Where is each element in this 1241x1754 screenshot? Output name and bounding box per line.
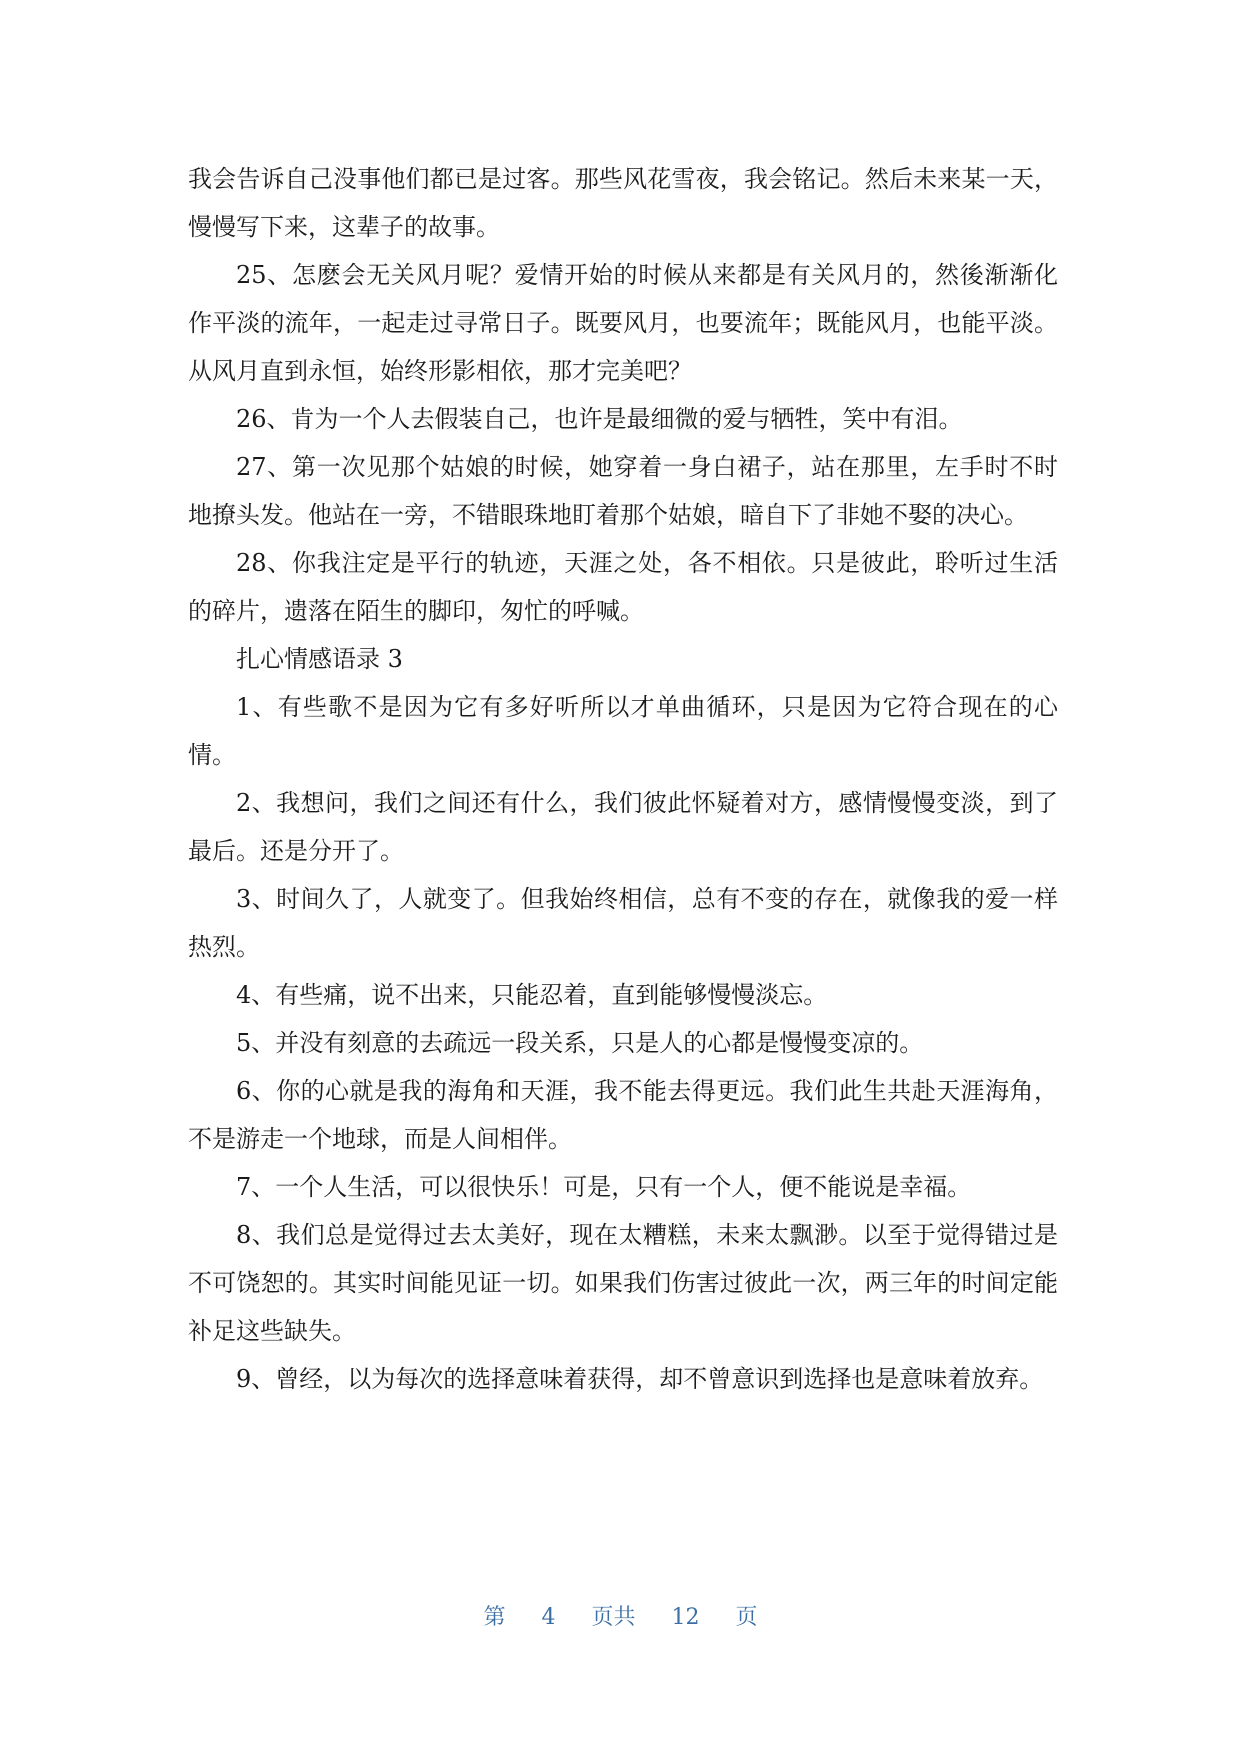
paragraph-26: 26、肯为一个人去假装自己，也许是最细微的爱与牺牲，笑中有泪。 <box>236 405 963 433</box>
footer-label-of: 页共 <box>591 1605 636 1630</box>
paragraph-s3-2: 2、我想问，我们之间还有什么，我们彼此怀疑着对方，感情慢慢变淡，到了最后。还是分开了。 <box>188 789 1058 865</box>
footer-current-page: 4 <box>541 1605 556 1630</box>
paragraph-s3-4: 4、有些痛，说不出来，只能忍着，直到能够慢慢淡忘。 <box>236 981 828 1009</box>
paragraph-s3-5: 5、并没有刻意的去疏远一段关系，只是人的心都是慢慢变凉的。 <box>236 1029 924 1057</box>
paragraph-s3-7: 7、一个人生活，可以很快乐！可是，只有一个人，便不能说是幸福。 <box>236 1173 972 1201</box>
footer-total-pages: 12 <box>671 1605 700 1630</box>
paragraph-s3-1: 1、有些歌不是因为它有多好听所以才单曲循环，只是因为它符合现在的心情。 <box>188 693 1058 769</box>
paragraph-s3-9: 9、曾经，以为每次的选择意味着获得，却不曾意识到选择也是意味着放弃。 <box>236 1365 1044 1393</box>
document-body <box>188 155 1058 1403</box>
page-footer <box>0 1600 1241 1631</box>
paragraph-s3-3: 3、时间久了，人就变了。但我始终相信，总有不变的存在，就像我的爱一样热烈。 <box>188 885 1058 961</box>
paragraph-0: 我会告诉自己没事他们都已是过客。那些风花雪夜，我会铭记。然后未来某一天，慢慢写下来，这辈子的故事。 <box>188 165 1058 241</box>
paragraph-s3-8: 8、我们总是觉得过去太美好，现在太糟糕，未来太飘渺。以至于觉得错过是不可饶恕的。其实时间能见证一切。如果我们伤害过彼此一次，两三年的时间定能补足这些缺失。 <box>188 1221 1058 1345</box>
section-heading: 扎心情感语录 3 <box>236 645 403 673</box>
paragraph-25: 25、怎麽会无关风月呢？爱情开始的时候从来都是有关风月的，然後渐渐化作平淡的流年，一起走过寻常日子。既要风月，也要流年；既能风月，也能平淡。从风月直到永恒，始终形影相依，那才完美吧？ <box>188 261 1058 385</box>
paragraph-s3-6: 6、你的心就是我的海角和天涯，我不能去得更远。我们此生共赴天涯海角，不是游走一个地球，而是人间相伴。 <box>188 1077 1058 1153</box>
paragraph-27: 27、第一次见那个姑娘的时候，她穿着一身白裙子，站在那里，左手时不时地撩头发。他站在一旁，不错眼珠地盯着那个姑娘，暗自下了非她不娶的决心。 <box>188 453 1058 529</box>
footer-label-page-end: 页 <box>735 1605 758 1630</box>
paragraph-28: 28、你我注定是平行的轨迹，天涯之处，各不相依。只是彼此，聆听过生活的碎片，遗落在陌生的脚印，匆忙的呼喊。 <box>188 549 1058 625</box>
footer-label-page: 第 <box>483 1605 506 1630</box>
